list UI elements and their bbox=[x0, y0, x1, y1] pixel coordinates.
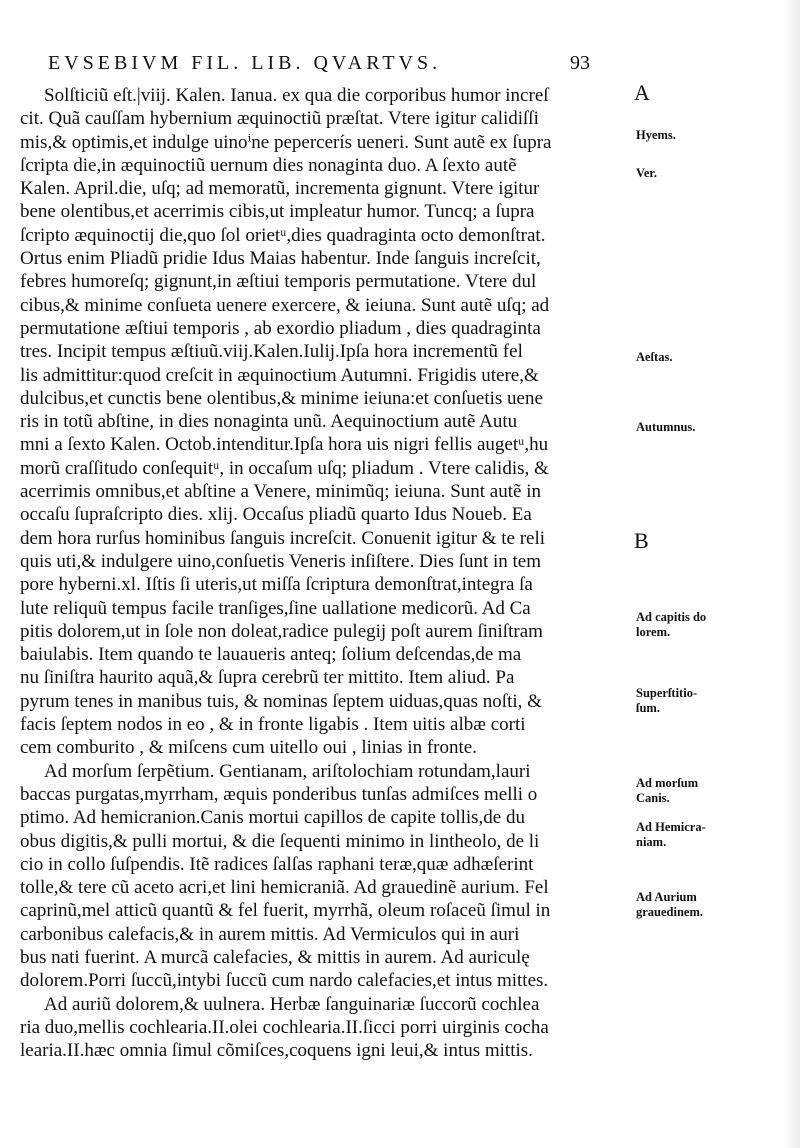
text-line: bus nati fuerint. A murcã calefacies, & mittis in aurem. Ad auriculę bbox=[20, 946, 530, 968]
text-line: lute reliquũ tempus facile tranſiges,ſine uallatione medicorũ. Ad Ca bbox=[20, 597, 531, 619]
margin-note-morsum-line2: Canis. bbox=[636, 791, 670, 805]
text-line: pyrum tenes in manibus tuis, & nominas ſeptem uiduas,quas noſti, & bbox=[20, 690, 542, 712]
running-header bbox=[48, 52, 608, 75]
margin-note-hemicrania-line2: niam. bbox=[636, 835, 667, 849]
text-line: obus digitis,& pulli mortui, & die ſequenti minimo in lintheolo, de li bbox=[20, 830, 540, 852]
margin-note-aurium bbox=[636, 890, 703, 920]
text-line: tolle,& tere cũ aceto acri,et lini hemicraniã. Ad grauedinẽ aurium. Fel bbox=[20, 877, 549, 899]
text-line: mni a ſexto Kalen. Octob.intenditur.Ipſa hora uis nigri fellis augetᵘ,hu bbox=[20, 434, 549, 456]
text-line: ria duo,mellis cochlearia.II.olei cochlearia.II.ſicci porri uirginis cocha bbox=[20, 1016, 549, 1038]
margin-note-ver: Ver. bbox=[636, 166, 657, 180]
text-line: morũ craſſitudo conſequitᵘ, in occaſum uſq; pliadum . Vtere calidis, & bbox=[20, 457, 549, 479]
section-letter-b: B bbox=[634, 528, 649, 553]
margin-note-autumnus: Autumnus. bbox=[636, 420, 696, 434]
margin-note-hemicrania-line1: Ad Hemicra- bbox=[636, 820, 706, 834]
margin-note-superstitiosum bbox=[636, 686, 697, 716]
text-line: Ad morſum ſerpẽtium. Gentianam, ariſtolochiam rotundam,lauri bbox=[44, 760, 531, 782]
text-line: cem comburito , & miſcens cum uitello oui , linias in fronte. bbox=[20, 737, 477, 759]
text-line: dolorem.Porri ſuccũ,intybi ſuccũ cum nardo calefacies,et intus mittes. bbox=[20, 970, 549, 992]
section-letter-a: A bbox=[634, 80, 650, 105]
text-line: cio in collo ſuſpendis. Itẽ radices ſalſas raphani teræ,quæ adhæſerint bbox=[20, 853, 534, 875]
text-line: tres. Incipit tempus æſtiuũ.viij.Kalen.Iulij.Ipſa hora incrementũ fel bbox=[20, 341, 523, 363]
text-line: caprinũ,mel atticũ quantũ & fel fuerit, myrrhã, oleum roſaceũ ſimul in bbox=[20, 900, 551, 922]
text-line: dem hora rurſus hominibus ſanguis increſcit. Conuenit igitur & te reli bbox=[20, 527, 546, 549]
margin-note-aurium-line2: grauedinem. bbox=[636, 905, 704, 919]
main-text-block bbox=[20, 84, 622, 1062]
margin-note-superstitiosum-line2: ſum. bbox=[636, 701, 660, 715]
text-line: cibus,& minime conſueta uenere exercere, & ieiuna. Sunt autẽ uſq; ad bbox=[20, 294, 550, 316]
text-line: permutatione æſtiui temporis , ab exordio pliadum , dies quadraginta bbox=[20, 317, 541, 339]
page-number: 93 bbox=[570, 52, 590, 74]
running-title: EVSEBIVM FIL. LIB. QVARTVS. bbox=[48, 52, 442, 74]
margin-note-capitis bbox=[636, 610, 706, 640]
text-line: Kalen. April.die, uſq; ad memoratũ, incrementa gignunt. Vtere igitur bbox=[20, 178, 540, 200]
text-line: baccas purgatas,myrrham, æquis ponderibus tunſas admiſces melli o bbox=[20, 783, 538, 805]
text-line: acerrimis omnibus,et abſtine a Venere, minimũq; ieiuna. Sunt autẽ in bbox=[20, 481, 541, 503]
text-line: mis,& optimis,et indulge uinoⁱne pepercerís ueneri. Sunt autẽ ex ſupra bbox=[20, 131, 552, 153]
text-line: Ortus enim Pliadũ pridie Idus Maias habentur. Inde ſanguis increſcit, bbox=[20, 248, 541, 270]
margin-note-superstitiosum-line1: Superſtitio- bbox=[636, 686, 698, 700]
text-line: pore hyberni.xl. Iſtis ſi uteris,ut miſſa ſcriptura demonſtrat,integra ſa bbox=[20, 574, 533, 596]
text-line: ris in totũ abſtine, in dies nonaginta unũ. Aequinoctium autẽ Autu bbox=[20, 411, 518, 433]
text-line: bene olentibus,et acerrimis cibis,ut impleatur humor. Tuncq; a ſupra bbox=[20, 201, 535, 223]
text-line: occaſu ſupraſcripto dies. xlij. Occaſus pliadũ quarto Idus Noueb. Ea bbox=[20, 504, 532, 526]
text-line: dulcibus,et cunctis bene olentibus,& minime ieiuna:et conſuetis uene bbox=[20, 387, 543, 409]
text-line: pitis dolorem,ut in ſole non doleat,radice pulegij poſt aurem ſiniſtram bbox=[20, 620, 543, 642]
text-line: lis admittitur:quod creſcit in æquinoctium Autumni. Frigidis utere,& bbox=[20, 364, 539, 386]
margin-note-capitis-line2: lorem. bbox=[636, 625, 671, 639]
text-line: ptimo. Ad hemicranion.Canis mortui capillos de capite tollis,de du bbox=[20, 807, 525, 829]
margin-note-hyems: Hyems. bbox=[636, 128, 676, 142]
text-line: ſcripta die,in æquinoctiũ uernum dies nonaginta duo. A ſexto autẽ bbox=[20, 154, 517, 176]
text-line: cit. Quã cauſſam hybernium æquinoctiũ præſtat. Vtere igitur calidiſſi bbox=[20, 108, 539, 130]
text-line: facis ſeptem nodos in eo , & in fronte ligabis . Item uitis albæ corti bbox=[20, 714, 526, 736]
margin-note-hemicrania bbox=[636, 820, 706, 850]
text-line: Ad auriũ dolorem,& uulnera. Herbæ ſanguinariæ ſuccorũ cochlea bbox=[44, 993, 540, 1015]
margin-note-morsum bbox=[636, 776, 698, 806]
text-line: ſcripto æquinoctij die,quo ſol orietᵘ,dies quadraginta octo demonſtrat. bbox=[20, 224, 546, 246]
text-line: quis uti,& indulgere uino,conſuetis Veneris inſiſtere. Dies ſunt in tem bbox=[20, 550, 542, 572]
margin-note-aurium-line1: Ad Aurium bbox=[636, 890, 697, 904]
text-line: nu ſiniſtra haurito aquã,& ſupra cerebrũ ter mittito. Item aliud. Pa bbox=[20, 667, 515, 689]
margin-note-aestas: Aeſtas. bbox=[636, 350, 673, 364]
text-line: Solſticiũ eſt.|viij. Kalen. Ianua. ex qua die corporibus humor increſ bbox=[44, 85, 549, 106]
text-line: baiulabis. Item quando te lauaueris anteq; ſolium deſcendas,de ma bbox=[20, 644, 522, 666]
margin-note-capitis-line1: Ad capitis do bbox=[636, 610, 707, 624]
text-line: febres humoreſq; gignunt,in æſtiui temporis permutatione. Vtere dul bbox=[20, 271, 537, 293]
text-line: learia.II.hæc omnia ſimul cõmiſces,coquens igni leui,& intus mittis. bbox=[20, 1040, 533, 1062]
margin-note-morsum-line1: Ad morſum bbox=[636, 776, 699, 790]
text-line: carbonibus calefacis,& in aurem mittis. Ad Vermiculos qui in auri bbox=[20, 923, 520, 945]
page-edge-shadow bbox=[782, 0, 800, 1148]
